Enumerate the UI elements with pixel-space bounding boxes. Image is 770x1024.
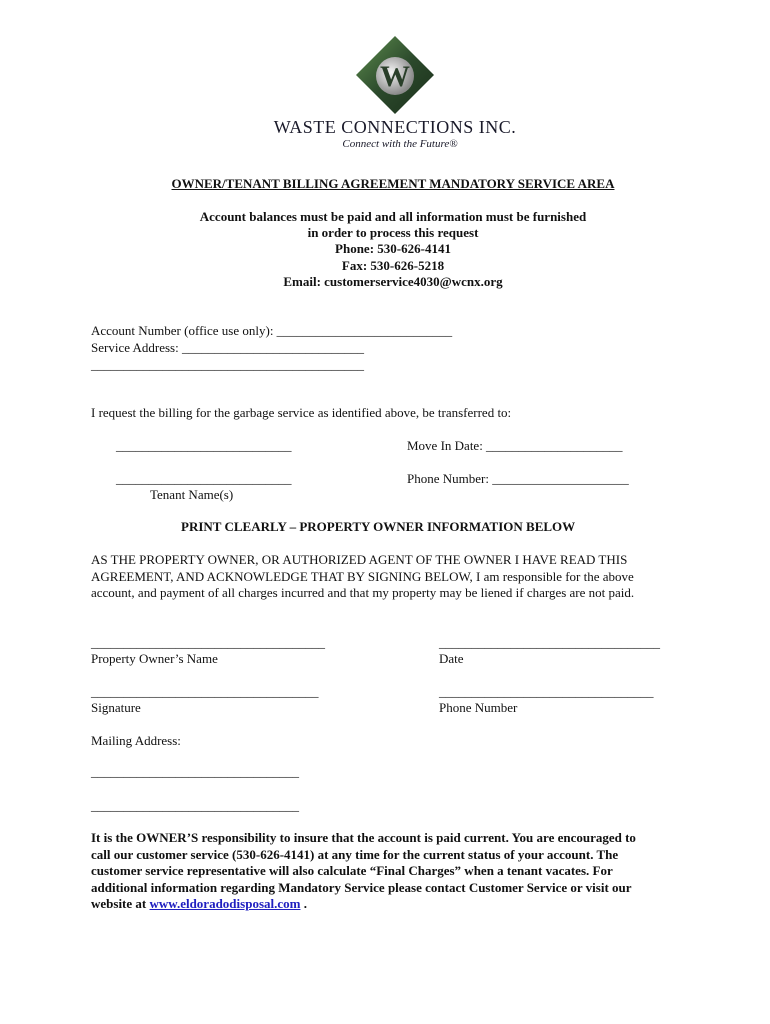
company-logo	[356, 36, 434, 114]
tenant-name-field-1[interactable]: ___________________________	[116, 438, 292, 453]
account-number-field[interactable]: Account Number (office use only): ___________________________	[91, 323, 453, 338]
owner-name-field[interactable]: ____________________________________	[91, 635, 325, 650]
transfer-request-text: I request the billing for the garbage service as identified above, be transferred to:	[91, 405, 512, 420]
owner-phone-field[interactable]: _________________________________	[439, 684, 654, 699]
ack-line: account, and payment of all charges incurred and that my property may be liened if charges are not paid.	[91, 585, 635, 600]
signature-label: Signature	[91, 700, 141, 715]
mailing-address-field-2[interactable]: ________________________________	[91, 798, 299, 813]
footer-line: call our customer service (530-626-4141) at any time for the current status of your account. The	[91, 846, 619, 862]
page-title: OWNER/TENANT BILLING AGREEMENT MANDATORY SERVICE AREA	[171, 176, 615, 191]
tenant-name-field-2[interactable]: ___________________________	[116, 471, 292, 486]
company-name: WASTE CONNECTIONS INC.	[273, 117, 517, 137]
footer-notice	[91, 830, 691, 913]
owner-acknowledgement	[91, 552, 691, 602]
website-link[interactable]: www.eldoradodisposal.com	[149, 896, 301, 911]
ack-line: AGREEMENT, AND ACKNOWLEDGE THAT BY SIGNING BELOW, I am responsible for the above	[91, 568, 634, 584]
notice-line: Account balances must be paid and all information must be furnished	[199, 209, 587, 224]
move-in-date-field[interactable]: Move In Date: _____________________	[407, 438, 623, 453]
footer-line: additional information regarding Mandatory Service please contact Customer Service or visit our	[91, 879, 632, 895]
owner-name-label: Property Owner’s Name	[91, 651, 218, 666]
owner-section-heading: PRINT CLEARLY – PROPERTY OWNER INFORMATION BELOW	[181, 519, 576, 534]
footer-suffix: .	[300, 896, 307, 911]
notice-fax: Fax: 530-626-5218	[341, 257, 445, 273]
date-field[interactable]: __________________________________	[439, 635, 660, 650]
signature-field[interactable]: ___________________________________	[91, 684, 319, 699]
footer-line: It is the OWNER’S responsibility to insure that the account is paid current. You are encouraged to	[91, 830, 636, 845]
phone-number-field[interactable]: Phone Number: _____________________	[407, 471, 629, 486]
tenant-name-label: Tenant Name(s)	[150, 487, 234, 502]
ack-line: AS THE PROPERTY OWNER, OR AUTHORIZED AGENT OF THE OWNER I HAVE READ THIS	[91, 552, 628, 567]
logo-letter: W	[380, 60, 410, 93]
service-address-line2[interactable]: __________________________________________	[91, 357, 364, 372]
footer-line	[91, 896, 691, 913]
notice-block	[0, 209, 770, 290]
notice-email: Email: customerservice4030@wcnx.org	[283, 273, 503, 289]
footer-line: customer service representative will also calculate “Final Charges” when a tenant vacates. For	[91, 863, 613, 878]
mailing-address-label: Mailing Address:	[91, 733, 181, 748]
footer-prefix: website at	[91, 896, 150, 911]
date-label: Date	[439, 651, 464, 666]
mailing-address-field-1[interactable]: ________________________________	[91, 764, 299, 779]
notice-phone: Phone: 530-626-4141	[335, 241, 451, 257]
notice-line: in order to process this request	[307, 225, 479, 241]
service-address-field[interactable]: Service Address: ____________________________	[91, 340, 364, 355]
owner-phone-label: Phone Number	[439, 700, 518, 715]
company-tagline: Connect with the Future®	[342, 138, 458, 150]
